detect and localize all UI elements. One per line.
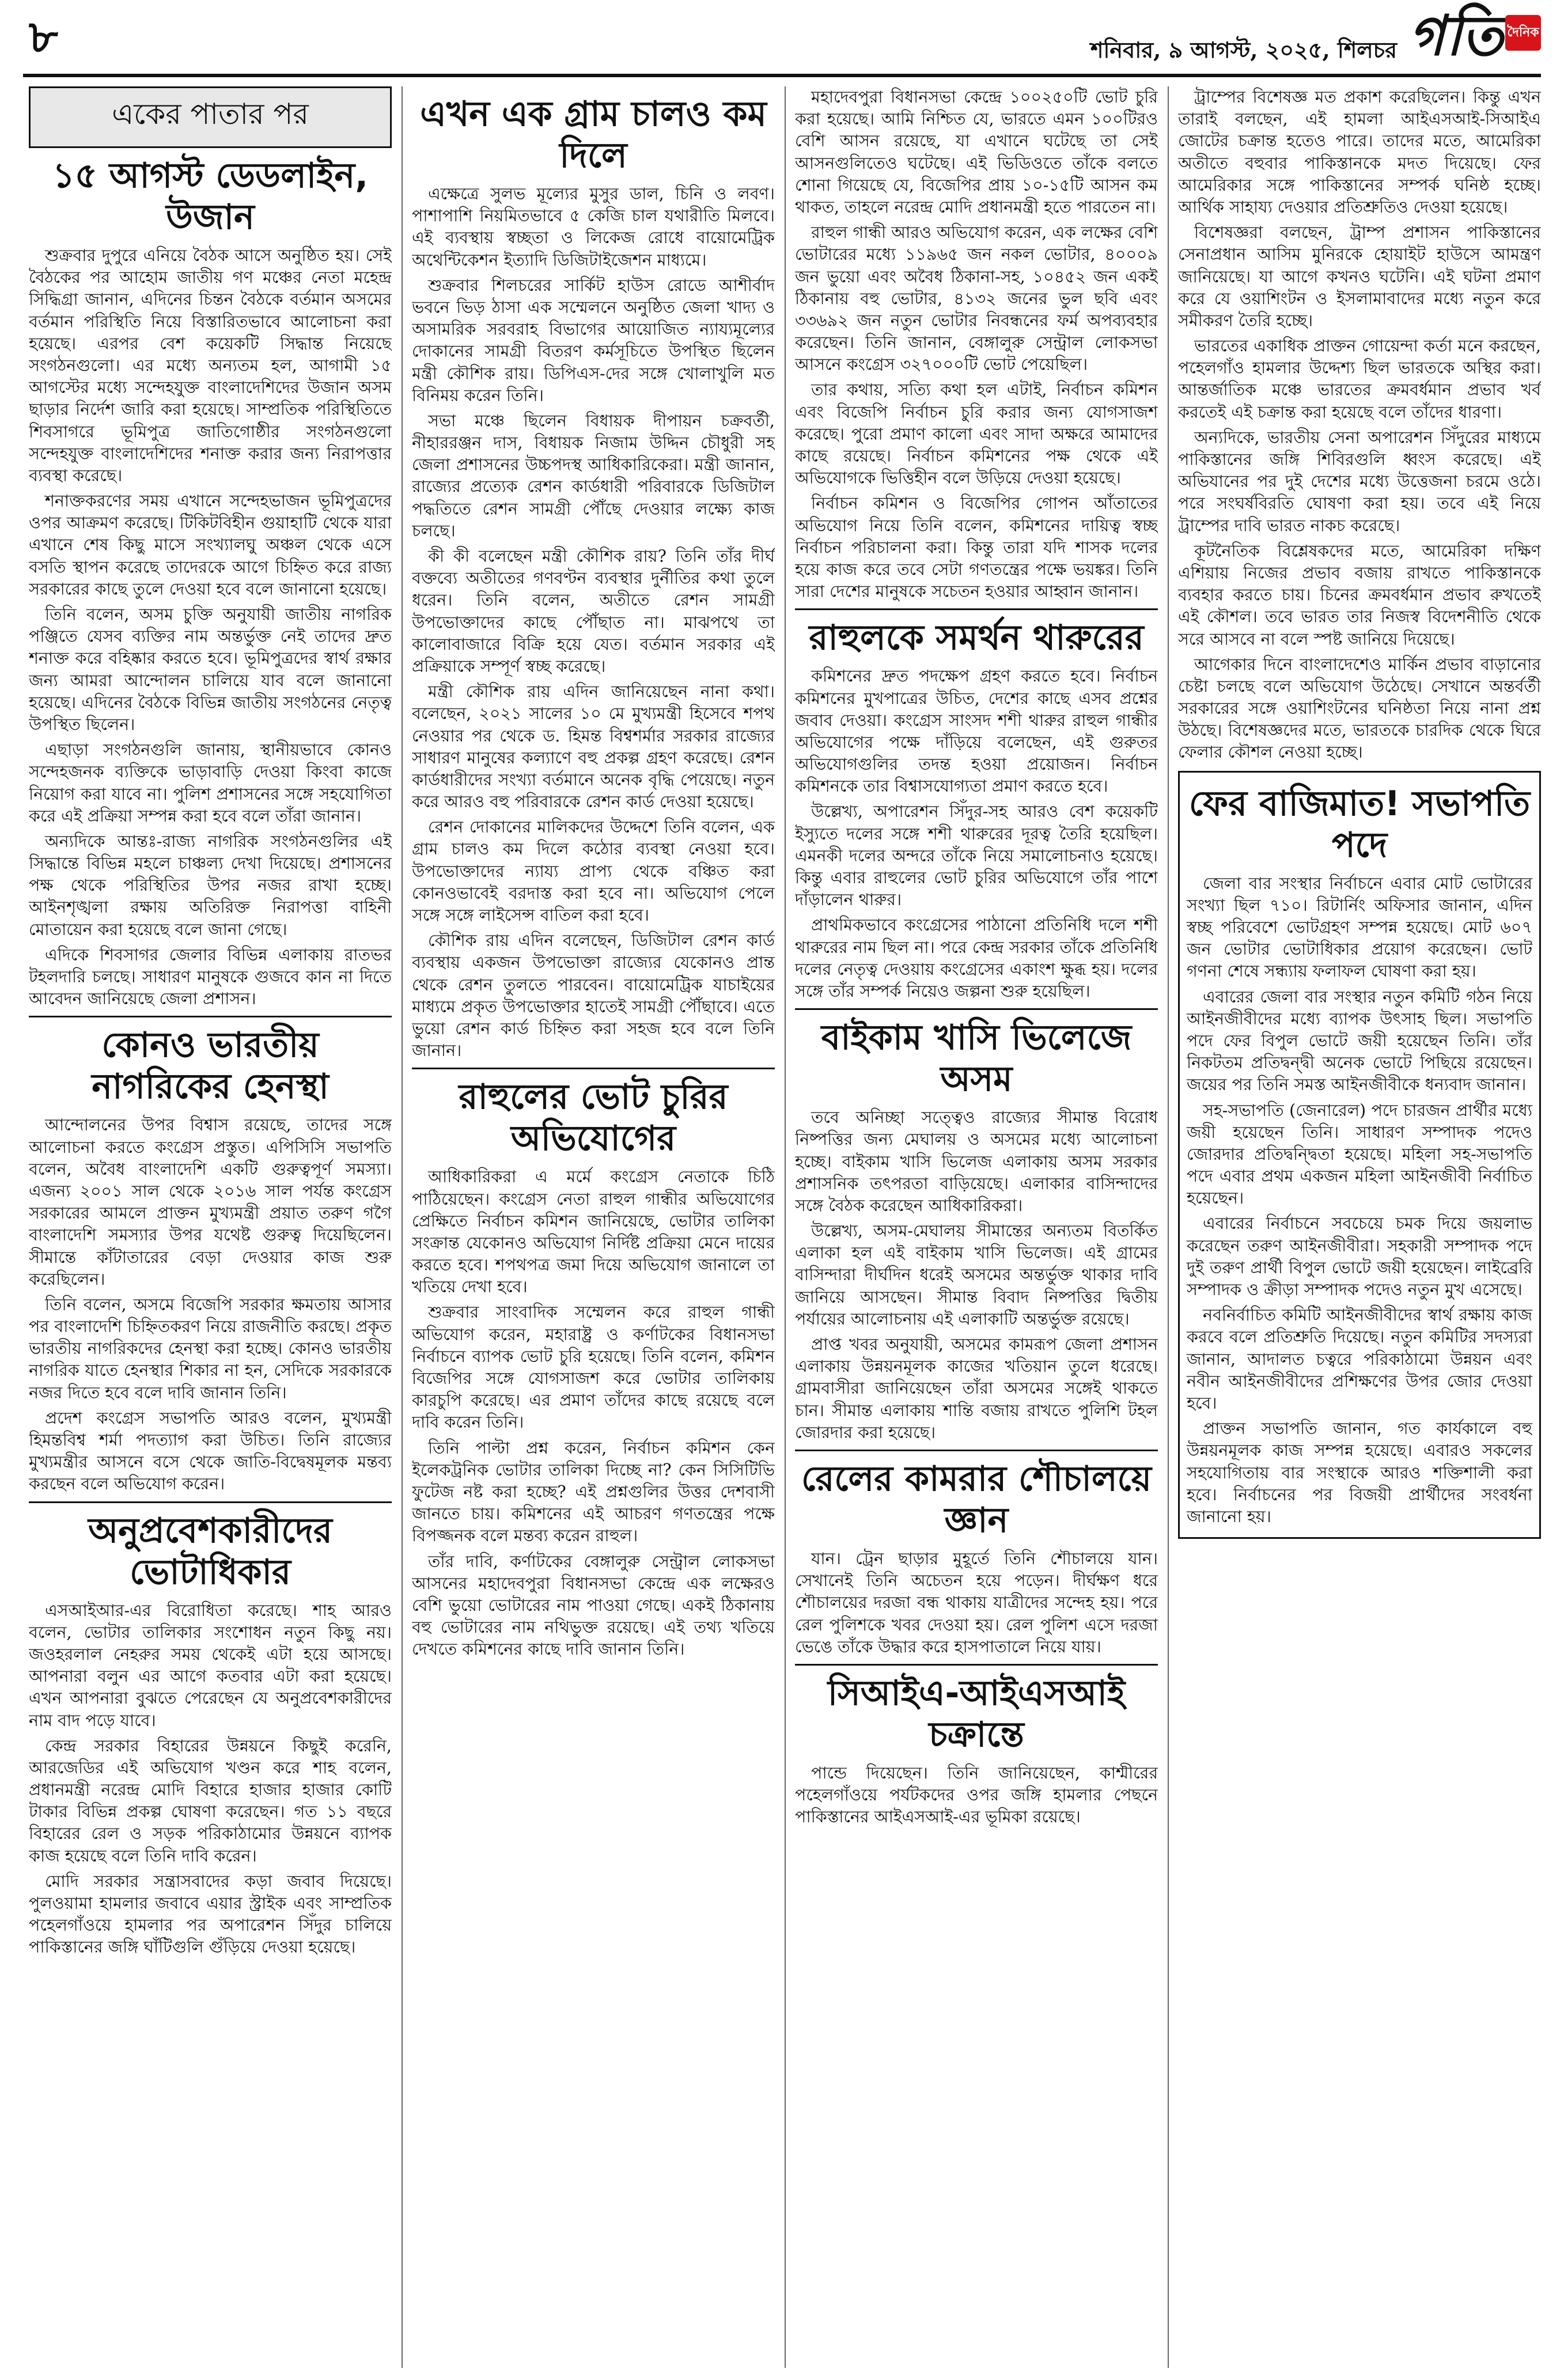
section-divider bbox=[412, 1068, 775, 1069]
article-paragraph: তিনি বলেন, অসমে বিজেপি সরকার ক্ষমতায় আসার পর বাংলাদেশি চিহ্নিতকরণ নিয়ে রাজনীতি করছে। প্রকৃত ভারতীয় নাগরিকদের হেনস্থা করা হচ্ছে। কোনও ভারতীয় নাগরিক যাতে হেনস্থার শিকার না হন, সেদিকে সরকারকে নজর দিতে হবে বলে দাবি জানান তিনি। bbox=[29, 1295, 392, 1402]
article-paragraph: মন্ত্রী কৌশিক রায় এদিন জানিয়েছেন নানা কথা। বলেছেন, ২০২১ সালের ১০ মে মুখ্যমন্ত্রী হিসেবে শপথ নেওয়ার পর থেকে ড. হিমন্ত বিশ্বশর্মার সরকার রাজ্যের সাধারণ মানুষের কল্যাণে বহু প্রকল্প গ্রহণ করেছে। রেশন কার্ডধারীদের সংখ্যা বর্তমানে অনেক বৃদ্ধি পেয়েছে। নতুন করে আরও বহু পরিবারকে রেশন কার্ড দেওয়া হয়েছে। bbox=[412, 682, 775, 812]
article-paragraph: কী কী বলেছেন মন্ত্রী কৌশিক রায়? তিনি তাঁর দীর্ঘ বক্তব্যে অতীতের গণবণ্টন ব্যবস্থার দুর্নীতির কথা তুলে ধরেন। তিনি বলেন, অতীতে রেশন সামগ্রী উপভোক্তাদের কাছে পৌঁছাত না। মাঝপথে তা কালোবাজারে বিক্রি হয়ে যেত। বর্তমান সরকার এই প্রক্রিয়াকে সম্পূর্ণ স্বচ্ছ করেছে। bbox=[412, 547, 775, 676]
article-paragraph: প্রদেশ কংগ্রেস সভাপতি আরও বলেন, মুখ্যমন্ত্রী হিমন্তবিশ্ব শর্মা পদত্যাগ করা উচিত। তিনি রাজ্যের মুখ্যমন্ত্রীর আসনে বসে থেকে জাতি-বিদ্বেষমূলক মন্তব্য করছেন বলে অভিযোগ করেন। bbox=[29, 1408, 392, 1494]
column-rule bbox=[402, 86, 403, 2368]
article-paragraph: শনাক্তকরণের সময় এখানে সন্দেহভাজন ভূমিপুত্রদের ওপর আক্রমণ করেছে। টিকিটবিহীন গুয়াহাটি থেকে যারা এখানে শেষ কিছু মাসে সংখ্যালঘু অঞ্চল থেকে এসে বসতি স্থাপন করেছে তাদেরকে আগে চিহ্নিত করে রাজ্য সরকারের কাছে তুলে দেওয়া হবে বলে জানানো হয়েছে। bbox=[29, 491, 392, 599]
article-paragraph: উল্লেখ্য, অসম-মেঘালয় সীমান্তের অন্যতম বিতর্কিত এলাকা হল এই বাইকাম খাসি ভিলেজ। এই গ্রামের বাসিন্দারা দীর্ঘদিন ধরেই অসমের অন্তর্ভুক্ত থাকার দাবি জানিয়ে আসছেন। সীমান্ত বিবাদ নিষ্পত্তির দ্বিতীয় পর্যায়ের আলোচনায় এই এলাকাটি অন্তর্ভুক্ত রয়েছে। bbox=[795, 1221, 1158, 1329]
section-divider bbox=[795, 1450, 1158, 1451]
newspaper-logo bbox=[1408, 3, 1541, 74]
column-rule bbox=[785, 86, 786, 2368]
article-paragraph: যান। ট্রেন ছাড়ার মুহূর্তে তিনি শৌচালয়ে যান। সেখানেই তিনি অচেতন হয়ে পড়েন। দীর্ঘক্ষণ ধরে শৌচালয়ের দরজা বন্ধ থাকায় যাত্রীদের সন্দেহ হয়। পরে রেল পুলিশকে খবর দেওয়া হয়। রেল পুলিশ এসে দরজা ভেঙে তাঁকে উদ্ধার করে হাসপাতালে নিয়ে যায়। bbox=[795, 1549, 1158, 1656]
masthead-rule bbox=[23, 74, 1541, 77]
article-paragraph: আধিকারিকরা এ মর্মে কংগ্রেস নেতাকে চিঠি পাঠিয়েছেন। কংগ্রেস নেতা রাহুল গান্ধীর অভিযোগের প্রেক্ষিতে নির্বাচন কমিশন জানিয়েছে, ভোটার তালিকা সংক্রান্ত যেকোনও অভিযোগ নির্দিষ্ট প্রক্রিয়া মেনে দায়ের করতে হবে। শপথপত্র জমা দিয়ে অভিযোগ জানালে তা খতিয়ে দেখা হবে। bbox=[412, 1167, 775, 1297]
article-paragraph: কূটনৈতিক বিশ্লেষকদের মতে, আমেরিকা দক্ষিণ এশিয়ায় নিজের প্রভাব বজায় রাখতে পাকিস্তানকে ব্যবহার করতে চায়। চিনের ক্রমবর্ধমান প্রভাব রুখতেই এই কৌশল। তবে ভারত তার নিজস্ব বিদেশনীতি থেকে সরে আসবে না বলে স্পষ্ট জানিয়ে দিয়েছে। bbox=[1178, 541, 1541, 649]
article-paragraph: কমিশনের দ্রুত পদক্ষেপ গ্রহণ করতে হবে। নির্বাচন কমিশনের মুখপাত্রের উচিত, দেশের কাছে এসব প্রশ্নের জবাব দেওয়া। কংগ্রেস সাংসদ শশী থারুর রাহুল গান্ধীর অভিযোগের পক্ষে দাঁড়িয়ে বলেছেন, এই গুরুতর অভিযোগগুলির তদন্ত হওয়া প্রয়োজন। নির্বাচন কমিশনকে তার বিশ্বাসযোগ্যতা প্রমাণ করতে হবে। bbox=[795, 667, 1158, 796]
headline-rice: এখন এক গ্রাম চালও কম দিলে bbox=[420, 94, 767, 176]
column-2 bbox=[412, 86, 775, 2368]
section-divider bbox=[795, 1008, 1158, 1010]
article-paragraph: প্রাপ্ত খবর অনুযায়ী, অসমের কামরূপ জেলা প্রশাসন এলাকায় উন্নয়নমূলক কাজের খতিয়ান তুলে ধরেছে। গ্রামবাসীরা জানিয়েছেন তাঁরা অসমের সঙ্গেই থাকতে চান। সীমান্ত এলাকায় শান্তি বজায় রাখতে পুলিশি টহল জোরদার করা হয়েছে। bbox=[795, 1335, 1158, 1442]
article-paragraph: ট্রাম্পের বিশেষজ্ঞ মত প্রকাশ করেছিলেন। কিন্তু এখন তারাই বলছেন, এই হামলা আইএসআই-সিআইএ জোটের চক্রান্ত হতেও পারে। তাদের মতে, আমেরিকা অতীতে বহুবার পাকিস্তানকে মদত দিয়েছে। ফের আমেরিকার সঙ্গে পাকিস্তানের সম্পর্ক ঘনিষ্ঠ হচ্ছে। আর্থিক সাহায্য দেওয়ার প্রতিশ্রুতিও দেওয়া হয়েছে। bbox=[1178, 88, 1541, 217]
headline-cia-isi: সিআইএ-আইএসআই চক্রান্তে bbox=[827, 1673, 1126, 1755]
article-paragraph: নির্বাচন কমিশন ও বিজেপির গোপন আঁতাতের অভিযোগ নিয়ে তিনি বলেন, কমিশনের দায়িত্ব স্বচ্ছ নির্বাচন পরিচালনা করা। কিন্তু তারা যদি শাসক দলের হয়ে কাজ করে তবে সেটা গণতন্ত্রের পক্ষে ভয়ঙ্কর। তিনি সারা দেশের মানুষকে সচেতন হওয়ার আহ্বান জানান। bbox=[795, 494, 1158, 601]
column-rule bbox=[1168, 86, 1169, 2368]
column-4 bbox=[1178, 86, 1541, 2368]
section-divider bbox=[795, 608, 1158, 610]
article-paragraph: এবারের নির্বাচনে সবচেয়ে চমক দিয়ে জয়লাভ করেছেন তরুণ আইনজীবীরা। সহকারী সম্পাদক পদে দুই তরুণ প্রার্থী বিপুল ভোটে জয়ী হয়েছেন। লাইব্রেরি সম্পাদক ও ক্রীড়া সম্পাদক পদেও নতুন মুখ এসেছে। bbox=[1187, 1214, 1532, 1299]
masthead bbox=[23, 3, 1541, 80]
article-paragraph: এদিকে শিবসাগর জেলার বিভিন্ন এলাকায় রাতভর টহলদারি চলছে। সাধারণ মানুষকে গুজবে কান না দিতে আবেদন জানিয়েছে জেলা প্রশাসন। bbox=[29, 945, 392, 1009]
headline-harassment: কোনও ভারতীয় নাগরিকের হেনস্থা bbox=[92, 1025, 329, 1107]
article-paragraph: রেশন দোকানের মালিকদের উদ্দেশে তিনি বলেন, এক গ্রাম চালও কম দিলে কঠোর ব্যবস্থা নেওয়া হবে। উপভোক্তাদের ন্যায্য প্রাপ্য থেকে বঞ্চিত করা কোনওভাবেই বরদাস্ত করা হবে না। অভিযোগ পেলে সঙ্গে সঙ্গে লাইসেন্স বাতিল করা হবে। bbox=[412, 818, 775, 925]
article-paragraph: তবে অনিচ্ছা সত্ত্বেও রাজ্যের সীমান্ত বিরোধ নিষ্পত্তির জন্য মেঘালয় ও অসমের মধ্যে আলোচনা হচ্ছে। বাইকাম খাসি ভিলেজ এলাকায় অসম সরকার প্রশাসনিক তৎপরতা বাড়িয়েছে। এলাকার বাসিন্দাদের সঙ্গে বৈঠক করেছেন আধিকারিকরা। bbox=[795, 1108, 1158, 1215]
article-paragraph: তিনি পাল্টা প্রশ্ন করেন, নির্বাচন কমিশন কেন ইলেকট্রনিক ভোটার তালিকা দিচ্ছে না? কেন সিসিটিভি ফুটেজ নষ্ট করা হচ্ছে? এই প্রশ্নগুলির উত্তর দেশবাসী জানতে চায়। কমিশনের এই আচরণ গণতন্ত্রের পক্ষে বিপজ্জনক বলে মন্তব্য করেন রাহুল। bbox=[412, 1438, 775, 1546]
article-paragraph: এসআইআর-এর বিরোধিতা করেছে। শাহ আরও বলেন, ভোটার তালিকার সংশোধন নতুন কিছু নয়। জওহরলাল নেহরুর সময় থেকেই এটা হয়ে আসছে। আপনারা বলুন এর আগে কতবার এটা করা হয়েছে। এখন আপনারা বুঝতে পেরেছেন যে অনুপ্রবেশকারীদের নাম বাদ পড়ে যাবে। bbox=[29, 1600, 392, 1730]
article-paragraph: মোদি সরকার সন্ত্রাসবাদের কড়া জবাব দিয়েছে। পুলওয়ামা হামলার জবাবে এয়ার স্ট্রাইক এবং সাম্প্রতিক পহেলগাঁওয়ে হামলার পর অপারেশন সিঁদুর চালিয়ে পাকিস্তানের জঙ্গি ঘাঁটিগুলি গুঁড়িয়ে দেওয়া হয়েছে। bbox=[29, 1871, 392, 1957]
article-paragraph: মহাদেবপুরা বিধানসভা কেন্দ্রে ১০০২৫০টি ভোট চুরি করা হয়েছে। আমি নিশ্চিত যে, ভারতে এমন ১০০টিরও বেশি আসন রয়েছে, যা এখানে ঘটেছে তা সেই আসনগুলিতেও ঘটেছে। এই ভিডিওতে তাঁকে বলতে শোনা গিয়েছে যে, বিজেপির প্রায় ১০-১৫টি আসন কম থাকত, তাহলে নরেন্দ্র মোদি প্রধানমন্ত্রী হতে পারতেন না। bbox=[795, 88, 1158, 217]
article-paragraph: আগেকার দিনে বাংলাদেশেও মার্কিন প্রভাব বাড়ানোর চেষ্টা চলছে বলে অভিযোগ উঠেছে। সেখানে অন্তর্বর্তী সরকারের সঙ্গে ওয়াশিংটনের ঘনিষ্ঠতা নিয়ে নানা প্রশ্ন উঠছে। বিশেষজ্ঞদের মতে, ভারতকে চারদিক থেকে ঘিরে ফেলার কৌশল নেওয়া হচ্ছে। bbox=[1178, 654, 1541, 762]
article-paragraph: আন্দোলনের উপর বিশ্বাস রয়েছে, তাদের সঙ্গে আলোচনা করতে কংগ্রেস প্রস্তুত। এপিসিসি সভাপতি বলেন, অবৈধ বাংলাদেশি একটি গুরুত্বপূর্ণ সমস্যা। এজন্য ২০০১ সাল থেকে ২০১৬ সাল পর্যন্ত কংগ্রেস সরকারের আমলে প্রাক্তন মুখ্যমন্ত্রী প্রয়াত তরুণ গগৈ বাংলাদেশি সমস্যার উপর যথেষ্ট গুরুত্ব দিয়েছিলেন। সীমান্তে কাঁটাতারের বেড়া দেওয়ার কাজ শুরু করেছিলেন। bbox=[29, 1115, 392, 1289]
article-paragraph: জেলা বার সংস্থার নির্বাচনে এবার মোট ভোটারের সংখ্যা ছিল ৭১০। রিটার্নিং অফিসার জানান, এদিন স্বচ্ছ পরিবেশে ভোটগ্রহণ সম্পন্ন হয়েছে। মোট ৬০৭ জন ভোটার ভোটাধিকার প্রয়োগ করেছেন। ভোট গণনা শেষে সন্ধ্যায় ফলাফল ঘোষণা করা হয়। bbox=[1187, 873, 1532, 981]
article-paragraph: বিশেষজ্ঞরা বলছেন, ট্রাম্প প্রশাসন পাকিস্তানের সেনাপ্রধান আসিম মুনিরকে হোয়াইট হাউসে আমন্ত্রণ জানিয়েছে। যা আগে কখনও ঘটেনি। এই ঘটনা প্রমাণ করে যে ওয়াশিংটন ও ইসলামাবাদের মধ্যে নতুন করে সমীকরণ তৈরি হচ্ছে। bbox=[1178, 223, 1541, 330]
headline-baikam-village: বাইকাম খাসি ভিলেজে অসম bbox=[821, 1017, 1132, 1100]
article-paragraph: ভারতের একাধিক প্রাক্তন গোয়েন্দা কর্তা মনে করছেন, পহেলগাঁও হামলার উদ্দেশ্য ছিল ভারতকে অস্থির করা। আন্তর্জাতিক মঞ্চে ভারতের ক্রমবর্ধমান প্রভাব খর্ব করতেই এই চক্রান্ত করা হয়েছে বলে তাঁদের ধারণা। bbox=[1178, 336, 1541, 422]
article-paragraph: শুক্রবার শিলচরের সার্কিট হাউস রোডে আশীর্বাদ ভবনে ভিড় ঠাসা এক সম্মেলনে অনুষ্ঠিত জেলা খাদ্য ও অসামরিক সরবরাহ বিভাগের আয়োজিত ন্যায্যমূল্যের দোকানের সামগ্রী বিতরণ কর্মসূচিতে উপস্থিত ছিলেন মন্ত্রী কৌশিক রায়। ডিপিএস-দের সঙ্গে খোলাখুলি মত বিনিময় করেন তিনি। bbox=[412, 275, 775, 405]
article-paragraph: তিনি বলেন, অসম চুক্তি অনুযায়ী জাতীয় নাগরিক পঞ্জিতে যেসব ব্যক্তির নাম অন্তর্ভুক্ত নেই তাদের দ্রুত শনাক্ত করে বহিষ্কার করতে হবে। ভূমিপুত্রদের স্বার্থ রক্ষার জন্য আমরা আন্দোলন চালিয়ে যাব বলে জানানো হয়েছে। এদিনের বৈঠকে বিভিন্ন জাতীয় সংগঠনের নেতৃত্ব উপস্থিত ছিলেন। bbox=[29, 605, 392, 734]
headline-tharoor: রাহুলকে সমর্থন থারুরের bbox=[809, 618, 1144, 659]
section-divider bbox=[795, 1664, 1158, 1666]
headline-bar-president: ফের বাজিমাত! সভাপতি পদে bbox=[1188, 783, 1531, 865]
continued-ribbon: একের পাতার পর bbox=[29, 86, 392, 148]
article-paragraph: নবনির্বাচিত কমিটি আইনজীবীদের স্বার্থ রক্ষায় কাজ করবে বলে প্রতিশ্রুতি দিয়েছে। নতুন কমিটির সদস্যরা জানান, আদালত চত্বরে পরিকাঠামো উন্নয়ন এবং নবীন আইনজীবীদের প্রশিক্ষণের উপর জোর দেওয়া হবে। bbox=[1187, 1306, 1532, 1413]
headline-vote-theft: রাহুলের ভোট চুরির অভিযোগের bbox=[459, 1077, 728, 1159]
article-paragraph: প্রাথমিকভাবে কংগ্রেসের পাঠানো প্রতিনিধি দলে শশী থারুরের নাম ছিল না। পরে কেন্দ্র সরকার তাঁকে প্রতিনিধি দলের নেতৃত্ব দেওয়ায় কংগ্রেসের একাংশ ক্ষুব্ধ হয়। দলের সঙ্গে তাঁর সম্পর্ক নিয়েও জল্পনা শুরু হয়েছিল। bbox=[795, 915, 1158, 1001]
article-paragraph: প্রাক্তন সভাপতি জানান, গত কার্যকালে বহু উন্নয়নমূলক কাজ সম্পন্ন হয়েছে। এবারও সকলের সহযোগিতায় বার সংস্থাকে আরও শক্তিশালী করা হবে। নির্বাচনের পর বিজয়ী প্রার্থীদের সংবর্ধনা জানানো হয়। bbox=[1187, 1419, 1532, 1526]
article-paragraph: এক্ষেত্রে সুলভ মূল্যের মুসুর ডাল, চিনি ও লবণ। পাশাপাশি নিয়মিতভাবে ৫ কেজি চাল যথারীতি মিলবে। এই ব্যবস্থায় স্বচ্ছতা ও লিকেজ রোধে বায়োমেট্রিক অথেন্টিকেশন ইত্যাদি ডিজিটাইজেশন মাধ্যমে। bbox=[412, 184, 775, 270]
page-number: ৮ bbox=[29, 11, 58, 63]
article-paragraph: এবারের জেলা বার সংস্থার নতুন কমিটি গঠন নিয়ে আইনজীবীদের মধ্যে ব্যাপক উৎসাহ ছিল। সভাপতি পদে ফের বিপুল ভোটে জয়ী হয়েছেন তিনি। তাঁর নিকটতম প্রতিদ্বন্দ্বী অনেক ভোটে পিছিয়ে রয়েছেন। জয়ের পর তিনি সমস্ত আইনজীবীকে ধন্যবাদ জানান। bbox=[1187, 987, 1532, 1095]
article-paragraph: সহ-সভাপতি (জেনারেল) পদে চারজন প্রার্থীর মধ্যে জয়ী হয়েছেন তিনি। সাধারণ সম্পাদক পদেও জোরদার প্রতিদ্বন্দ্বিতা হয়েছে। মহিলা সহ-সভাপতি পদে এবার প্রথম একজন মহিলা আইনজীবী নির্বাচিত হয়েছেন। bbox=[1187, 1100, 1532, 1208]
article-paragraph: অন্যদিকে আন্তঃ-রাজ্য নাগরিক সংগঠনগুলির এই সিদ্ধান্তে বিভিন্ন মহলে চাঞ্চল্য দেখা দিয়েছে। প্রশাসনের পক্ষ থেকে পরিস্থিতির উপর নজর রাখা হচ্ছে। আইনশৃঙ্খলা রক্ষায় অতিরিক্ত নিরাপত্তা বাহিনী মোতায়েন করা হয়েছে বলে জানা গেছে। bbox=[29, 831, 392, 939]
article-paragraph: কেন্দ্র সরকার বিহারের উন্নয়নে কিছুই করেনি, আরজেডির এই অভিযোগ খণ্ডন করে শাহ বলেন, প্রধানমন্ত্রী নরেন্দ্র মোদি বিহারে হাজার হাজার কোটি টাকার বিভিন্ন প্রকল্প ঘোষণা করেছেন। গত ১১ বছরে বিহারের রেল ও সড়ক পরিকাঠামোর উন্নয়নে ব্যাপক কাজ হয়েছে বলে তিনি দাবি করেন। bbox=[29, 1736, 392, 1866]
article-paragraph: রাহুল গান্ধী আরও অভিযোগ করেন, এক লক্ষের বেশি ভোটারের মধ্যে ১১৯৬৫ জন নকল ভোটার, ৪০০০৯ জন ভুয়ো এবং অবৈধ ঠিকানা-সহ, ১০৪৫২ জন একই ঠিকানায় বহু ভোটার, ৪১৩২ জনের ভুল ছবি এবং ৩৩৬৯২ জন নতুন ভোটার নিবন্ধনের ফর্ম অপব্যবহার করেছেন। তিনি জানান, বেঙ্গালুরু সেন্ট্রাল লোকসভা আসনে কংগ্রেস ৩২৭০০০টি ভোট পেয়েছিল। bbox=[795, 223, 1158, 374]
headline-deadline: ১৫ আগস্ট ডেডলাইন, উজান bbox=[52, 156, 368, 237]
article-paragraph: এছাড়া সংগঠনগুলি জানায়, স্থানীয়ভাবে কোনও সন্দেহজনক ব্যক্তিকে ভাড়াবাড়ি দেওয়া কিংবা কাজে নিয়োগ করা যাবে না। পুলিশ প্রশাসনের সঙ্গে সহযোগিতা করে এই প্রক্রিয়া সম্পন্ন করা হবে বলে তাঁরা জানান। bbox=[29, 740, 392, 826]
bar-election-box bbox=[1178, 771, 1541, 1539]
column-1 bbox=[29, 86, 392, 2368]
article-paragraph: কৌশিক রায় এদিন বলেছেন, ডিজিটাল রেশন কার্ড ব্যবস্থায় একজন উপভোক্তা রাজ্যের যেকোনও প্রান্ত থেকে রেশন তুলতে পারবেন। বায়োমেট্রিক যাচাইয়ের মাধ্যমে প্রকৃত উপভোক্তার হাতেই সামগ্রী পৌঁছাবে। এতে ভুয়ো রেশন কার্ড চিহ্নিত করা সহজ হবে বলে তিনি জানান। bbox=[412, 931, 775, 1061]
article-paragraph: শুক্রবার দুপুরে এনিয়ে বৈঠক আসে অনুষ্ঠিত হয়। সেই বৈঠকের পর আহোম জাতীয় গণ মঞ্চের নেতা মহেন্দ্র সিদ্ধিগ্রা জানান, এদিনের চিন্তন বৈঠকে বর্তমান অসমের বর্তমান পরিস্থিতি নিয়ে বিস্তারিতভাবে আলোচনা করা হয়েছে। এরপর বেশ কয়েকটি সিদ্ধান্ত নিয়েছে সংগঠনগুলো। এর মধ্যে অন্যতম হল, আগামী ১৫ আগস্টের মধ্যে সন্দেহযুক্ত বাংলাদেশিদের উজান অসম ছাড়ার নির্দেশ জারি করা হয়েছে। সাম্প্রতিক পরিস্থিতিতে শিবসাগরে ভূমিপুত্র জাতিগোষ্ঠীর সংগঠনগুলো সন্দেহযুক্ত বাংলাদেশিদের শনাক্ত করার জন্য নিরাপত্তার ব্যবস্থা করেছে। bbox=[29, 246, 392, 485]
article-paragraph: পান্ডে দিয়েছেন। তিনি জানিয়েছেন, কাশ্মীরের পহেলগাঁওয়ে পর্যটকদের ওপর জঙ্গি হামলার পেছনে পাকিস্তানের আইএসআই-এর ভূমিকা রয়েছে। bbox=[795, 1763, 1158, 1827]
article-paragraph: তার কথায়, সত্যি কথা হল এটাই, নির্বাচন কমিশন এবং বিজেপি নির্বাচন চুরি করার জন্য যোগসাজশ করেছে। পুরো প্রমাণ কালো এবং সাদা অক্ষরে আমাদের কাছে রয়েছে। নির্বাচন কমিশনের পক্ষ থেকে এই অভিযোগকে ভিত্তিহীন বলে উড়িয়ে দেওয়া হয়েছে। bbox=[795, 380, 1158, 488]
section-divider bbox=[29, 1016, 392, 1017]
article-paragraph: তাঁর দাবি, কর্ণাটকের বেঙ্গালুরু সেন্ট্রাল লোকসভা আসনের মহাদেবপুরা বিধানসভা কেন্দ্রে এক লক্ষেরও বেশি ভুয়ো ভোটারের নাম পাওয়া গেছে। একই ঠিকানায় বহু ভোটারের নাম নথিভুক্ত রয়েছে। এই তথ্য খতিয়ে দেখতে কমিশনের কাছে দাবি জানান তিনি। bbox=[412, 1552, 775, 1659]
article-paragraph: সভা মঞ্চে ছিলেন বিধায়ক দীপায়ন চক্রবর্তী, নীহাররঞ্জন দাস, বিধায়ক নিজাম উদ্দিন চৌধুরী সহ জেলা প্রশাসনের উচ্চপদস্থ আধিকারিকেরা। মন্ত্রী জানান, রাজ্যের প্রত্যেক রেশন কার্ডধারী পরিবারকে ডিজিটাল পদ্ধতিতে রেশন সামগ্রী পৌঁছে দেওয়ার লক্ষ্যে কাজ চলছে। bbox=[412, 411, 775, 540]
headline-train-toilet: রেলের কামরার শৌচালয়ে জ্ঞান bbox=[801, 1458, 1152, 1541]
article-paragraph: উল্লেখ্য, অপারেশন সিঁদুর-সহ আরও বেশ কয়েকটি ইস্যুতে দলের সঙ্গে শশী থারুরের দূরত্ব তৈরি হয়েছিল। এমনকী দলের অন্দরে তাঁকে নিয়ে সমালোচনাও হয়েছে। কিন্তু এবার রাহুলের ভোট চুরির অভিযোগে তাঁর পাশে দাঁড়ালেন থারুর। bbox=[795, 802, 1158, 910]
logo-badge: দৈনিক bbox=[1505, 15, 1541, 51]
section-divider bbox=[29, 1501, 392, 1503]
logo-text: গতি bbox=[1408, 3, 1505, 68]
headline-voting-rights: অনুপ্রবেশকারীদের ভোটাধিকার bbox=[88, 1510, 332, 1592]
article-paragraph: অন্যদিকে, ভারতীয় সেনা অপারেশন সিঁদুরের মাধ্যমে পাকিস্তানের জঙ্গি শিবিরগুলি ধ্বংস করেছে। এই অভিযানের পর দুই দেশের মধ্যে উত্তেজনা চরমে ওঠে। পরে সংঘর্ষবিরতি ঘোষণা করা হয়। তবে এই নিয়ে ট্রাম্পের দাবি ভারত নাকচ করেছে। bbox=[1178, 427, 1541, 535]
article-paragraph: শুক্রবার সাংবাদিক সম্মেলন করে রাহুল গান্ধী অভিযোগ করেন, মহারাষ্ট্র ও কর্ণাটকের বিধানসভা নির্বাচনে ব্যাপক ভোট চুরি হয়েছে। তিনি বলেন, কমিশন বিজেপির সঙ্গে যোগসাজশ করে ভোটার তালিকায় কারচুপি করেছে। এর প্রমাণ তাঁদের কাছে রয়েছে বলে দাবি করেন তিনি। bbox=[412, 1303, 775, 1432]
dateline: শনিবার, ৯ আগস্ট, ২০২৫, শিলচর bbox=[1090, 37, 1397, 63]
column-3 bbox=[795, 86, 1158, 2368]
